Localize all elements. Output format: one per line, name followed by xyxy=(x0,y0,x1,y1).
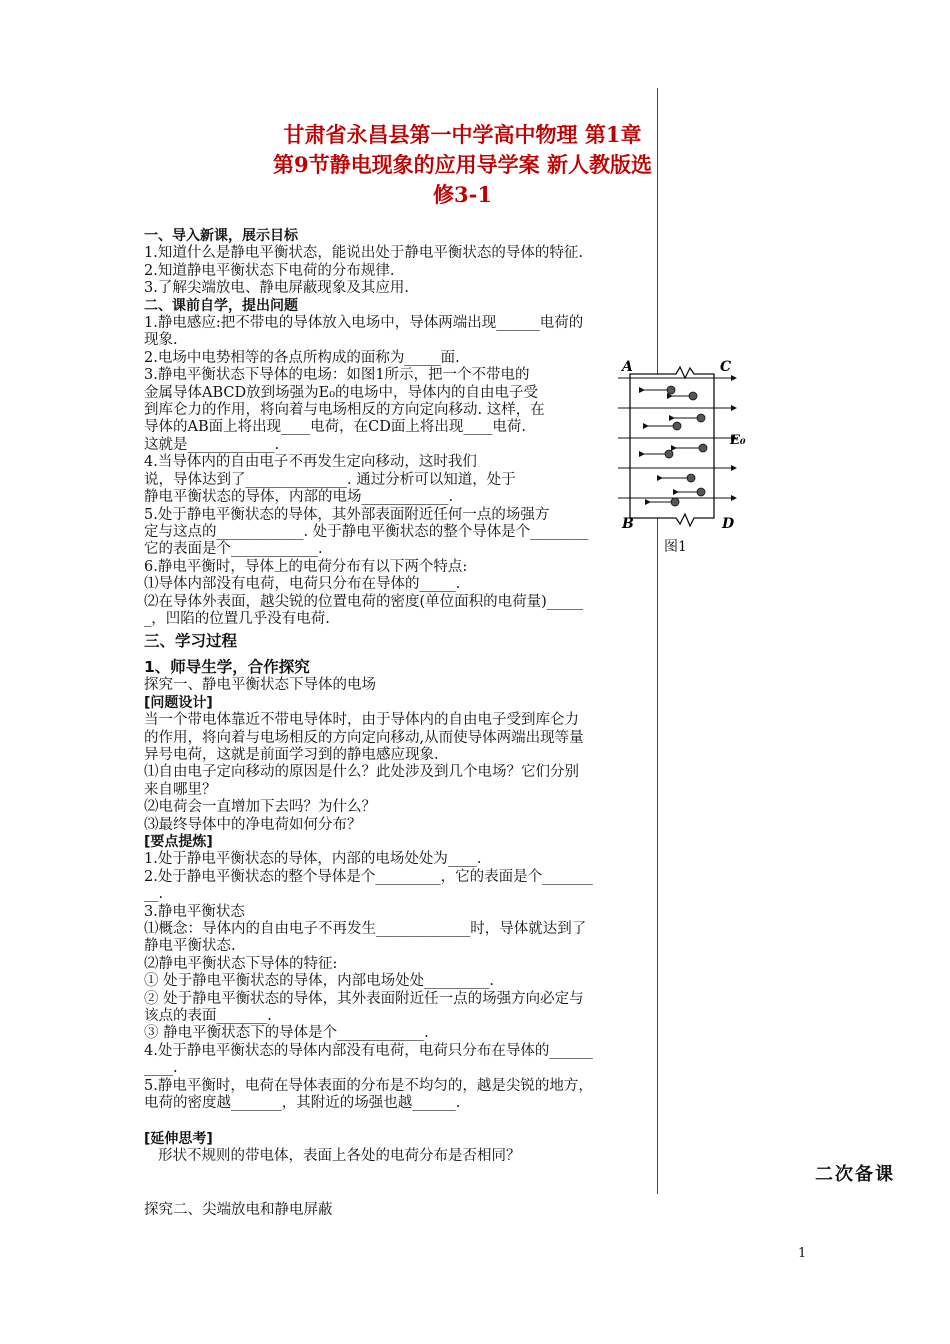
key-point-line: ① 处于静电平衡状态的导体，内部电场处处_________. xyxy=(144,973,494,990)
section-heading-2: 二、课前自学，提出问题 xyxy=(144,297,298,314)
question-line: 6.静电平衡时，导体上的电荷分布有以下两个特点: xyxy=(144,558,468,575)
side-margin-label: 二次备课 xyxy=(815,1164,895,1185)
page-number: 1 xyxy=(798,1246,807,1261)
question-line: 定与这点的____________. 处于静电平衡状态的整个导体是个________ xyxy=(144,523,589,540)
question-line: 现象. xyxy=(144,332,178,349)
question-line: 说，导体达到了______________. 通过分析可以知道，处于 xyxy=(144,471,516,488)
extend-thinking-heading: [延伸思考] xyxy=(144,1130,213,1147)
question-line: 5.处于静电平衡状态的导体，其外部表面附近任何一点的场强方 xyxy=(144,506,550,523)
key-point-line: 4.处于静电平衡状态的导体内部没有电荷，电荷只分布在导体的______ xyxy=(144,1042,593,1059)
paragraph-line: ⑵电荷会一直增加下去吗？为什么？ xyxy=(144,799,376,816)
question-line: 它的表面是个____________. xyxy=(144,541,323,558)
paragraph-line: 来自哪里？ xyxy=(144,781,217,798)
question-line: 4.当导体内的自由电子不再发生定向移动，这时我们 xyxy=(144,454,477,471)
question-line: ⑵在导体外表面，越尖锐的位置电荷的密度(单位面积的电荷量)_____ xyxy=(144,593,584,610)
margin-divider xyxy=(657,88,658,1194)
section-heading-1: 一、导入新课，展示目标 xyxy=(144,228,298,244)
explore-heading: 探究一、静电平衡状态下导体的电场 xyxy=(144,677,376,694)
question-line: 到库仑力的作用，将向着与电场相反的方向定向移动. 这样，在 xyxy=(144,402,545,419)
key-point-line: 静电平衡状态. xyxy=(144,938,236,955)
figure-caption: 图1 xyxy=(664,539,687,555)
key-point-line: 电荷的密度越_______，其附近的场强也越______. xyxy=(144,1095,461,1112)
question-line: 这就是____________. xyxy=(144,436,280,453)
question-line: 金属导体ABCD放到场强为E₀的电场中，导体内的自由电子受 xyxy=(144,384,539,401)
paragraph-line: 异号电荷，这就是前面学习到的静电感应现象. xyxy=(144,746,439,763)
question-line: 导体的AB面上将出现____电荷，在CD面上将出现____电荷. xyxy=(144,419,526,436)
key-point-line: ____. xyxy=(144,1060,178,1077)
goal-line: 1.知道什么是静电平衡状态，能说出处于静电平衡状态的导体的特征. xyxy=(144,245,583,262)
extend-question: 形状不规则的带电体，表面上各处的电荷分布是否相同？ xyxy=(158,1147,521,1164)
document-title: 甘肃省永昌县第一中学高中物理 第1章 第9节静电现象的应用导学案 新人教版选修3-1 xyxy=(273,122,652,207)
paragraph-line: ⑴自由电子定向移动的原因是什么？此处涉及到几个电场？它们分别 xyxy=(144,764,579,781)
key-point-line: ⑴概念：导体内的自由电子不再发生_____________时，导体就达到了 xyxy=(144,921,587,938)
label-d: D xyxy=(722,516,735,532)
section-heading-3: 三、学习过程 xyxy=(144,632,238,651)
key-point-line: ③ 静电平衡状态下的导体是个____________. xyxy=(144,1025,429,1042)
question-line: 1.静电感应:把不带电的导体放入电场中，导体两端出现______电荷的 xyxy=(144,315,584,332)
question-line: _，凹陷的位置几乎没有电荷. xyxy=(144,610,330,627)
label-b: B xyxy=(622,516,634,532)
question-line: 3.静电平衡状态下导体的电场：如图1所示，把一个不带电的 xyxy=(144,367,530,384)
subsection-heading: 1、师导生学，合作探究 xyxy=(144,658,310,677)
goal-line: 2.知道静电平衡状态下电荷的分布规律. xyxy=(144,262,395,279)
question-line: ⑴导体内部没有电荷，电荷只分布在导体的_____. xyxy=(144,576,461,593)
conductor-figure xyxy=(618,354,750,534)
key-points-heading: [要点提炼] xyxy=(144,834,213,850)
key-point-line: ② 处于静电平衡状态的导体，其外表面附近任一点的场强方向必定与 xyxy=(144,990,584,1007)
problem-design-heading: [问题设计] xyxy=(144,694,213,711)
question-line: 静电平衡状态的导体，内部的电场____________. xyxy=(144,489,454,506)
key-point-line: 该点的表面_______. xyxy=(144,1008,272,1025)
key-point-line: 3.静电平衡状态 xyxy=(144,903,245,920)
label-c: C xyxy=(720,359,732,375)
main-column xyxy=(144,228,656,1220)
label-a: A xyxy=(622,359,633,375)
key-point-line: 2.处于静电平衡状态的整个导体是个_________，它的表面是个_______ xyxy=(144,868,593,885)
explore-heading-2: 探究二、尖端放电和静电屏蔽 xyxy=(144,1202,333,1219)
paragraph-line: 当一个带电体靠近不带电导体时，由于导体内的自由电子受到库仑力 xyxy=(144,712,579,729)
paragraph-line: 的作用，将向着与电场相反的方向定向移动,从而使导体两端出现等量 xyxy=(144,729,584,746)
goal-line: 3.了解尖端放电、静电屏蔽现象及其应用. xyxy=(144,280,409,297)
label-e0: E₀ xyxy=(730,433,746,448)
question-line: 2.电场中电势相等的各点所构成的面称为_____面. xyxy=(144,349,460,366)
key-point-line: 1.处于静电平衡状态的导体，内部的电场处处为____. xyxy=(144,851,482,868)
key-point-line: __. xyxy=(144,886,164,903)
key-point-line: 5.静电平衡时，电荷在导体表面的分布是不均匀的，越是尖锐的地方， xyxy=(144,1077,593,1094)
paragraph-line: ⑶最终导体中的净电荷如何分布？ xyxy=(144,816,362,833)
key-point-line: ⑵静电平衡状态下导体的特征: xyxy=(144,955,338,972)
